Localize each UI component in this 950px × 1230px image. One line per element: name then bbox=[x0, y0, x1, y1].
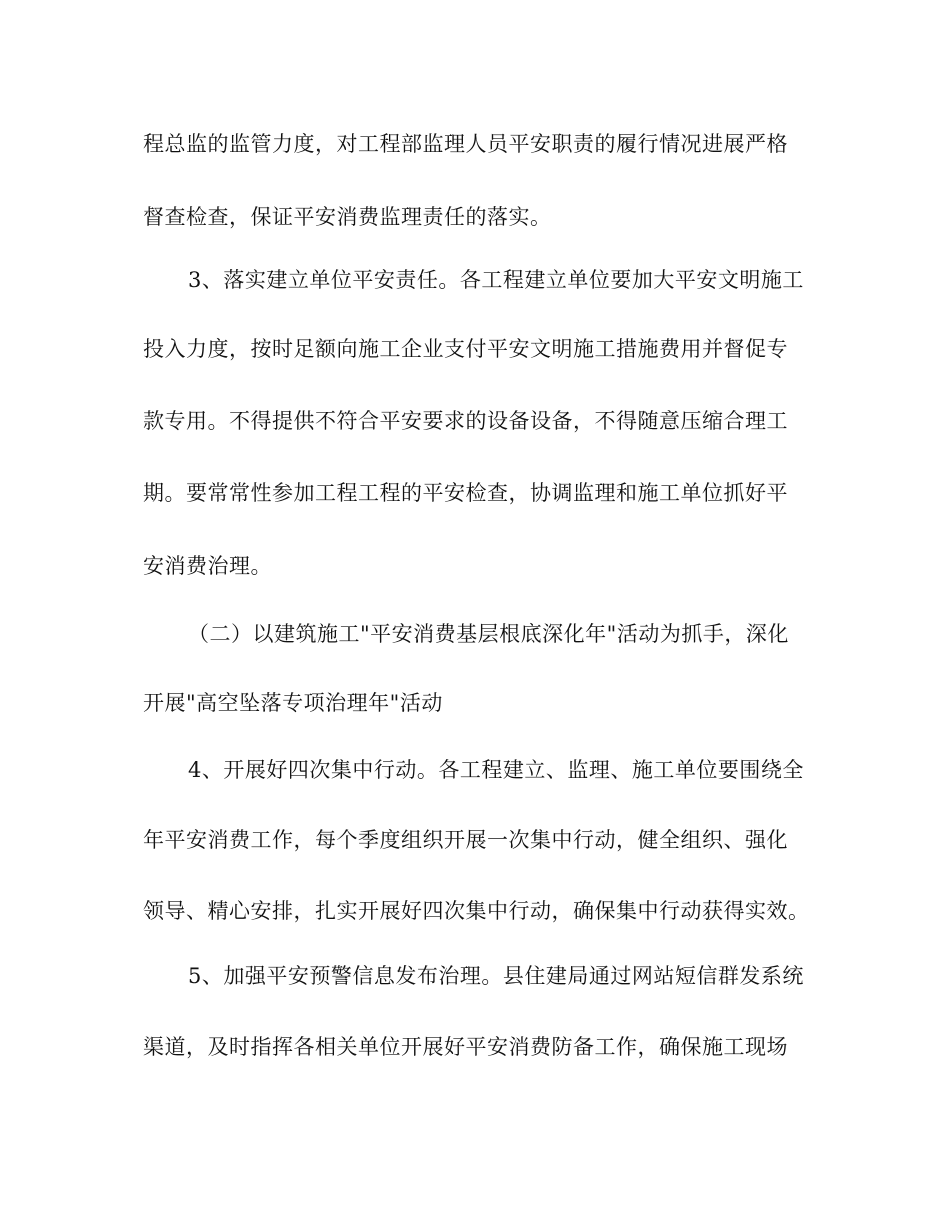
text-line-6: 期。要常常性参加工程工程的平安检查，协调监理和施工单位抓好平 bbox=[143, 481, 788, 505]
text-line-13: 5、加强平安预警信息发布治理。县住建局通过网站短信群发系统 bbox=[188, 964, 804, 988]
text-line-5: 款专用。不得提供不符合平安要求的设备设备，不得随意压缩合理工 bbox=[143, 409, 788, 433]
text-line-12: 领导、精心安排，扎实开展好四次集中行动，确保集中行动获得实效。 bbox=[143, 899, 810, 923]
text-line-8: （二）以建筑施工"平安消费基层根底深化年"活动为抓手，深化 bbox=[188, 622, 789, 646]
text-line-11: 年平安消费工作，每个季度组织开展一次集中行动，健全组织、强化 bbox=[143, 828, 788, 852]
text-line-1: 程总监的监管力度，对工程部监理人员平安职责的履行情况进展严格 bbox=[143, 132, 788, 156]
text-line-14: 渠道，及时指挥各相关单位开展好平安消费防备工作，确保施工现场 bbox=[143, 1035, 788, 1059]
text-line-3: 3、落实建立单位平安责任。各工程建立单位要加大平安文明施工 bbox=[188, 268, 804, 292]
text-line-4: 投入力度，按时足额向施工企业支付平安文明施工措施费用并督促专 bbox=[143, 337, 788, 361]
text-line-2: 督查检查，保证平安消费监理责任的落实。 bbox=[143, 205, 552, 229]
text-line-9: 开展"高空坠落专项治理年"活动 bbox=[143, 691, 443, 715]
text-line-10: 4、开展好四次集中行动。各工程建立、监理、施工单位要围绕全 bbox=[188, 758, 804, 782]
text-line-7: 安消费治理。 bbox=[143, 554, 272, 578]
